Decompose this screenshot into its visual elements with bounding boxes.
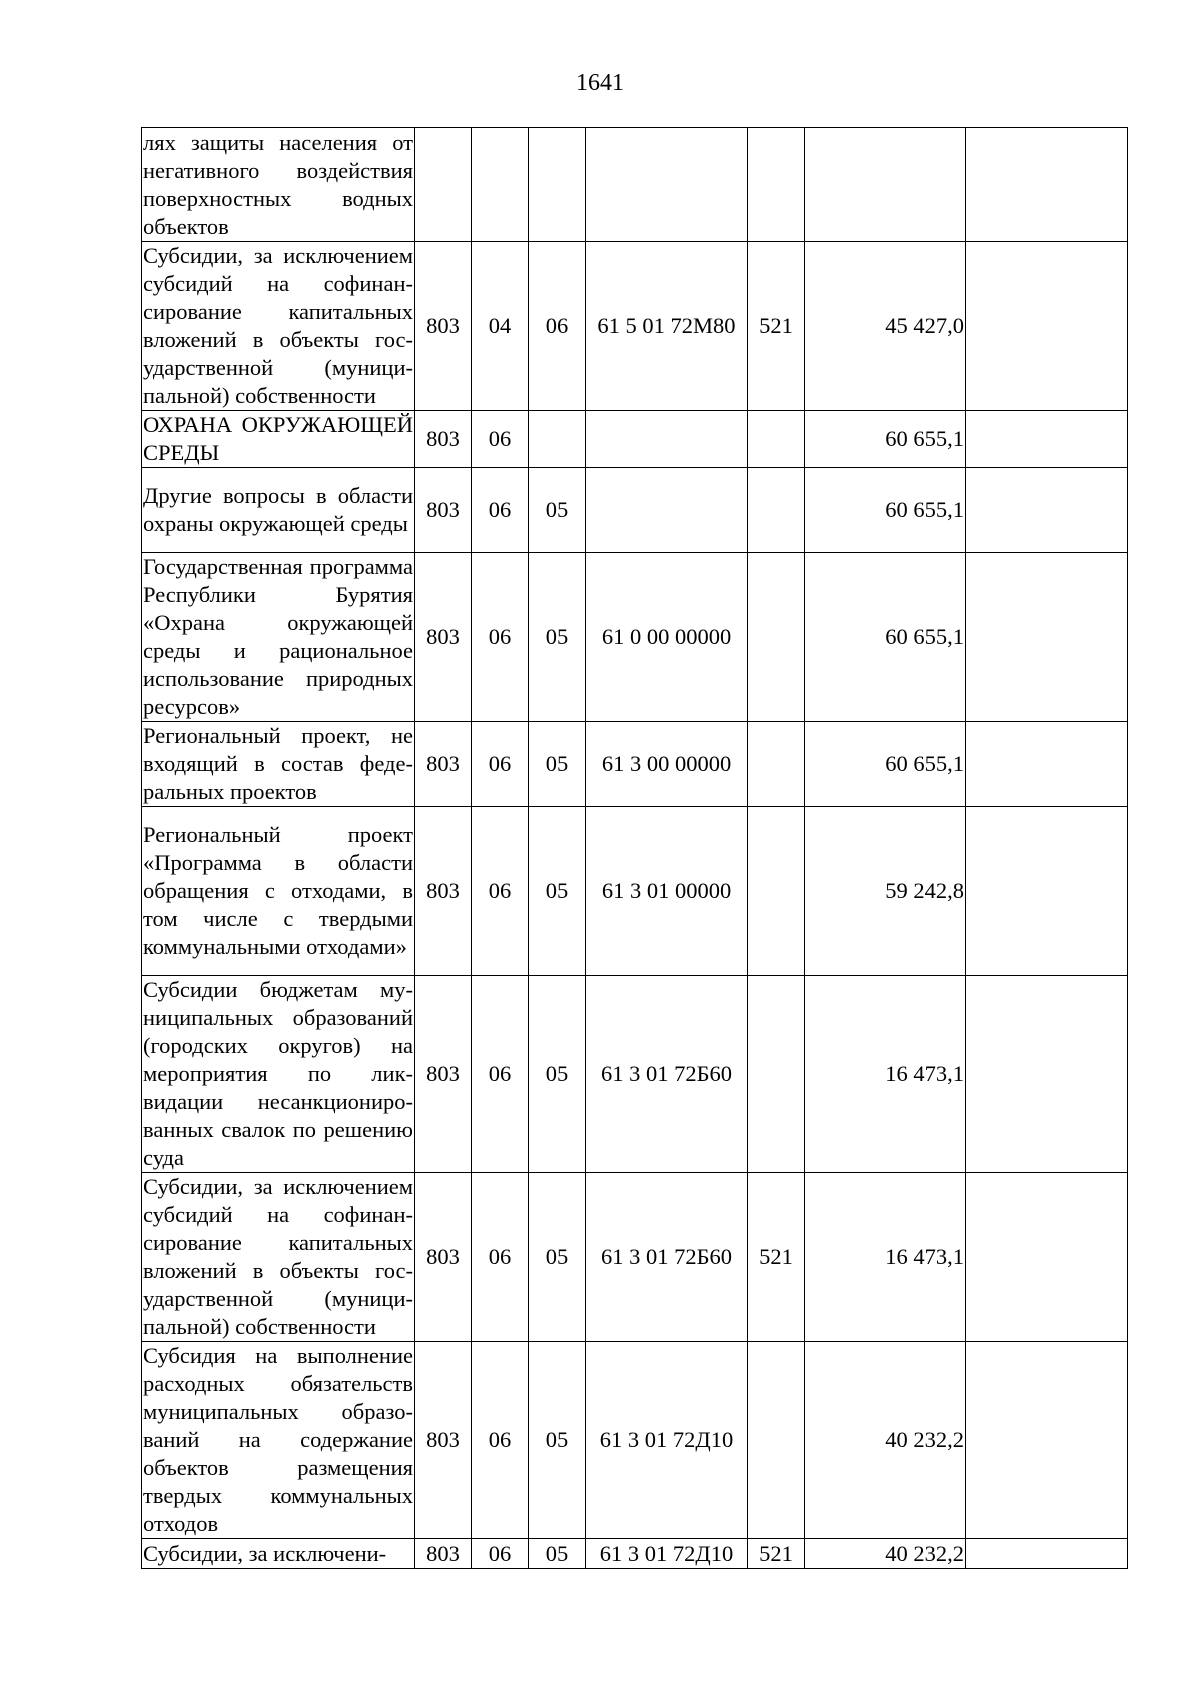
target-article-code: 61 0 00 00000 — [586, 553, 748, 722]
extra-cell — [966, 1539, 1128, 1569]
row-description: Региональный проект, не входящий в состав федеральных проектов — [142, 722, 415, 807]
amount-cell: 60 655,1 — [805, 553, 966, 722]
ministry-code: 803 — [415, 976, 472, 1173]
subsection-code: 06 — [529, 242, 586, 411]
amount-cell: 59 242,8 — [805, 807, 966, 976]
section-code: 06 — [472, 468, 529, 553]
expense-type-code: 521 — [748, 1539, 805, 1569]
table-row — [142, 242, 1128, 411]
extra-cell — [966, 1342, 1128, 1539]
target-article-code: 61 3 01 72Б60 — [586, 1173, 748, 1342]
ministry-code: 803 — [415, 722, 472, 807]
ministry-code: 803 — [415, 1539, 472, 1569]
target-article-code: 61 3 00 00000 — [586, 722, 748, 807]
row-description: Субсидии, за исключением субсидий на софинансирование капитальных вложений в объекты государственной (муниципальной) собственности — [142, 242, 415, 411]
target-article-code: 61 3 01 72Д10 — [586, 1539, 748, 1569]
target-article-code — [586, 468, 748, 553]
row-description: Другие вопросы в области охраны окружающей среды — [142, 468, 415, 553]
amount-cell: 60 655,1 — [805, 468, 966, 553]
subsection-code: 05 — [529, 722, 586, 807]
section-code: 06 — [472, 1342, 529, 1539]
expense-type-code: 521 — [748, 242, 805, 411]
table-row — [142, 128, 1128, 242]
amount-cell: 45 427,0 — [805, 242, 966, 411]
extra-cell — [966, 411, 1128, 468]
table-row — [142, 1539, 1128, 1569]
table-row — [142, 976, 1128, 1173]
row-description: Субсидии, за исключением субсидий на софинансирование капитальных вложений в объекты государственной (муниципальной) собственности — [142, 1173, 415, 1342]
table-row — [142, 807, 1128, 976]
amount-cell: 40 232,2 — [805, 1342, 966, 1539]
section-code — [472, 128, 529, 242]
expense-type-code — [748, 1342, 805, 1539]
table-row — [142, 722, 1128, 807]
ministry-code — [415, 128, 472, 242]
target-article-code: 61 3 01 72Д10 — [586, 1342, 748, 1539]
subsection-code: 05 — [529, 807, 586, 976]
ministry-code: 803 — [415, 468, 472, 553]
expense-type-code — [748, 976, 805, 1173]
amount-cell: 40 232,2 — [805, 1539, 966, 1569]
amount-cell: 60 655,1 — [805, 411, 966, 468]
table-row — [142, 553, 1128, 722]
ministry-code: 803 — [415, 807, 472, 976]
target-article-code: 61 3 01 00000 — [586, 807, 748, 976]
expense-type-code — [748, 468, 805, 553]
extra-cell — [966, 553, 1128, 722]
row-description: лях защиты населения от негативного воздействия поверхностных водных объектов — [142, 128, 415, 242]
table-row — [142, 468, 1128, 553]
section-code: 06 — [472, 1173, 529, 1342]
expense-type-code — [748, 128, 805, 242]
extra-cell — [966, 128, 1128, 242]
row-description: Субсидия на выполнение расходных обязательств муниципальных образований на содержание объектов размещения твердых коммунальных отходов — [142, 1342, 415, 1539]
table-row — [142, 1342, 1128, 1539]
section-code: 06 — [472, 976, 529, 1173]
target-article-code — [586, 411, 748, 468]
section-code: 06 — [472, 1539, 529, 1569]
row-description: Субсидии, за исключени- — [142, 1539, 415, 1569]
ministry-code: 803 — [415, 1342, 472, 1539]
subsection-code: 05 — [529, 1173, 586, 1342]
extra-cell — [966, 242, 1128, 411]
target-article-code — [586, 128, 748, 242]
amount-cell: 16 473,1 — [805, 976, 966, 1173]
row-description: Субсидии бюджетам муниципальных образований (городских округов) на мероприятия по ликвидации несанкционированных свалок по решению суда — [142, 976, 415, 1173]
amount-cell: 60 655,1 — [805, 722, 966, 807]
amount-cell — [805, 128, 966, 242]
table-row — [142, 411, 1128, 468]
budget-table — [141, 127, 1128, 1569]
section-code: 04 — [472, 242, 529, 411]
subsection-code — [529, 411, 586, 468]
extra-cell — [966, 722, 1128, 807]
expense-type-code: 521 — [748, 1173, 805, 1342]
section-code: 06 — [472, 807, 529, 976]
expense-type-code — [748, 722, 805, 807]
ministry-code: 803 — [415, 553, 472, 722]
subsection-code: 05 — [529, 1342, 586, 1539]
subsection-code: 05 — [529, 976, 586, 1173]
section-code: 06 — [472, 722, 529, 807]
table-row — [142, 1173, 1128, 1342]
ministry-code: 803 — [415, 1173, 472, 1342]
extra-cell — [966, 468, 1128, 553]
subsection-code: 05 — [529, 468, 586, 553]
expense-type-code — [748, 411, 805, 468]
extra-cell — [966, 976, 1128, 1173]
row-description: ОХРАНА ОКРУЖАЮЩЕЙ СРЕДЫ — [142, 411, 415, 468]
row-description: Государственная программа Республики Бурятия «Охрана окружающей среды и рациональное использование природных ресурсов» — [142, 553, 415, 722]
expense-type-code — [748, 807, 805, 976]
extra-cell — [966, 1173, 1128, 1342]
target-article-code: 61 5 01 72М80 — [586, 242, 748, 411]
subsection-code: 05 — [529, 553, 586, 722]
ministry-code: 803 — [415, 411, 472, 468]
ministry-code: 803 — [415, 242, 472, 411]
section-code: 06 — [472, 553, 529, 722]
row-description: Региональный проект «Программа в области обращения с отходами, в том числе с твердыми коммунальными отходами» — [142, 807, 415, 976]
expense-type-code — [748, 553, 805, 722]
subsection-code: 05 — [529, 1539, 586, 1569]
extra-cell — [966, 807, 1128, 976]
section-code: 06 — [472, 411, 529, 468]
page-number: 1641 — [576, 70, 624, 96]
target-article-code: 61 3 01 72Б60 — [586, 976, 748, 1173]
amount-cell: 16 473,1 — [805, 1173, 966, 1342]
subsection-code — [529, 128, 586, 242]
